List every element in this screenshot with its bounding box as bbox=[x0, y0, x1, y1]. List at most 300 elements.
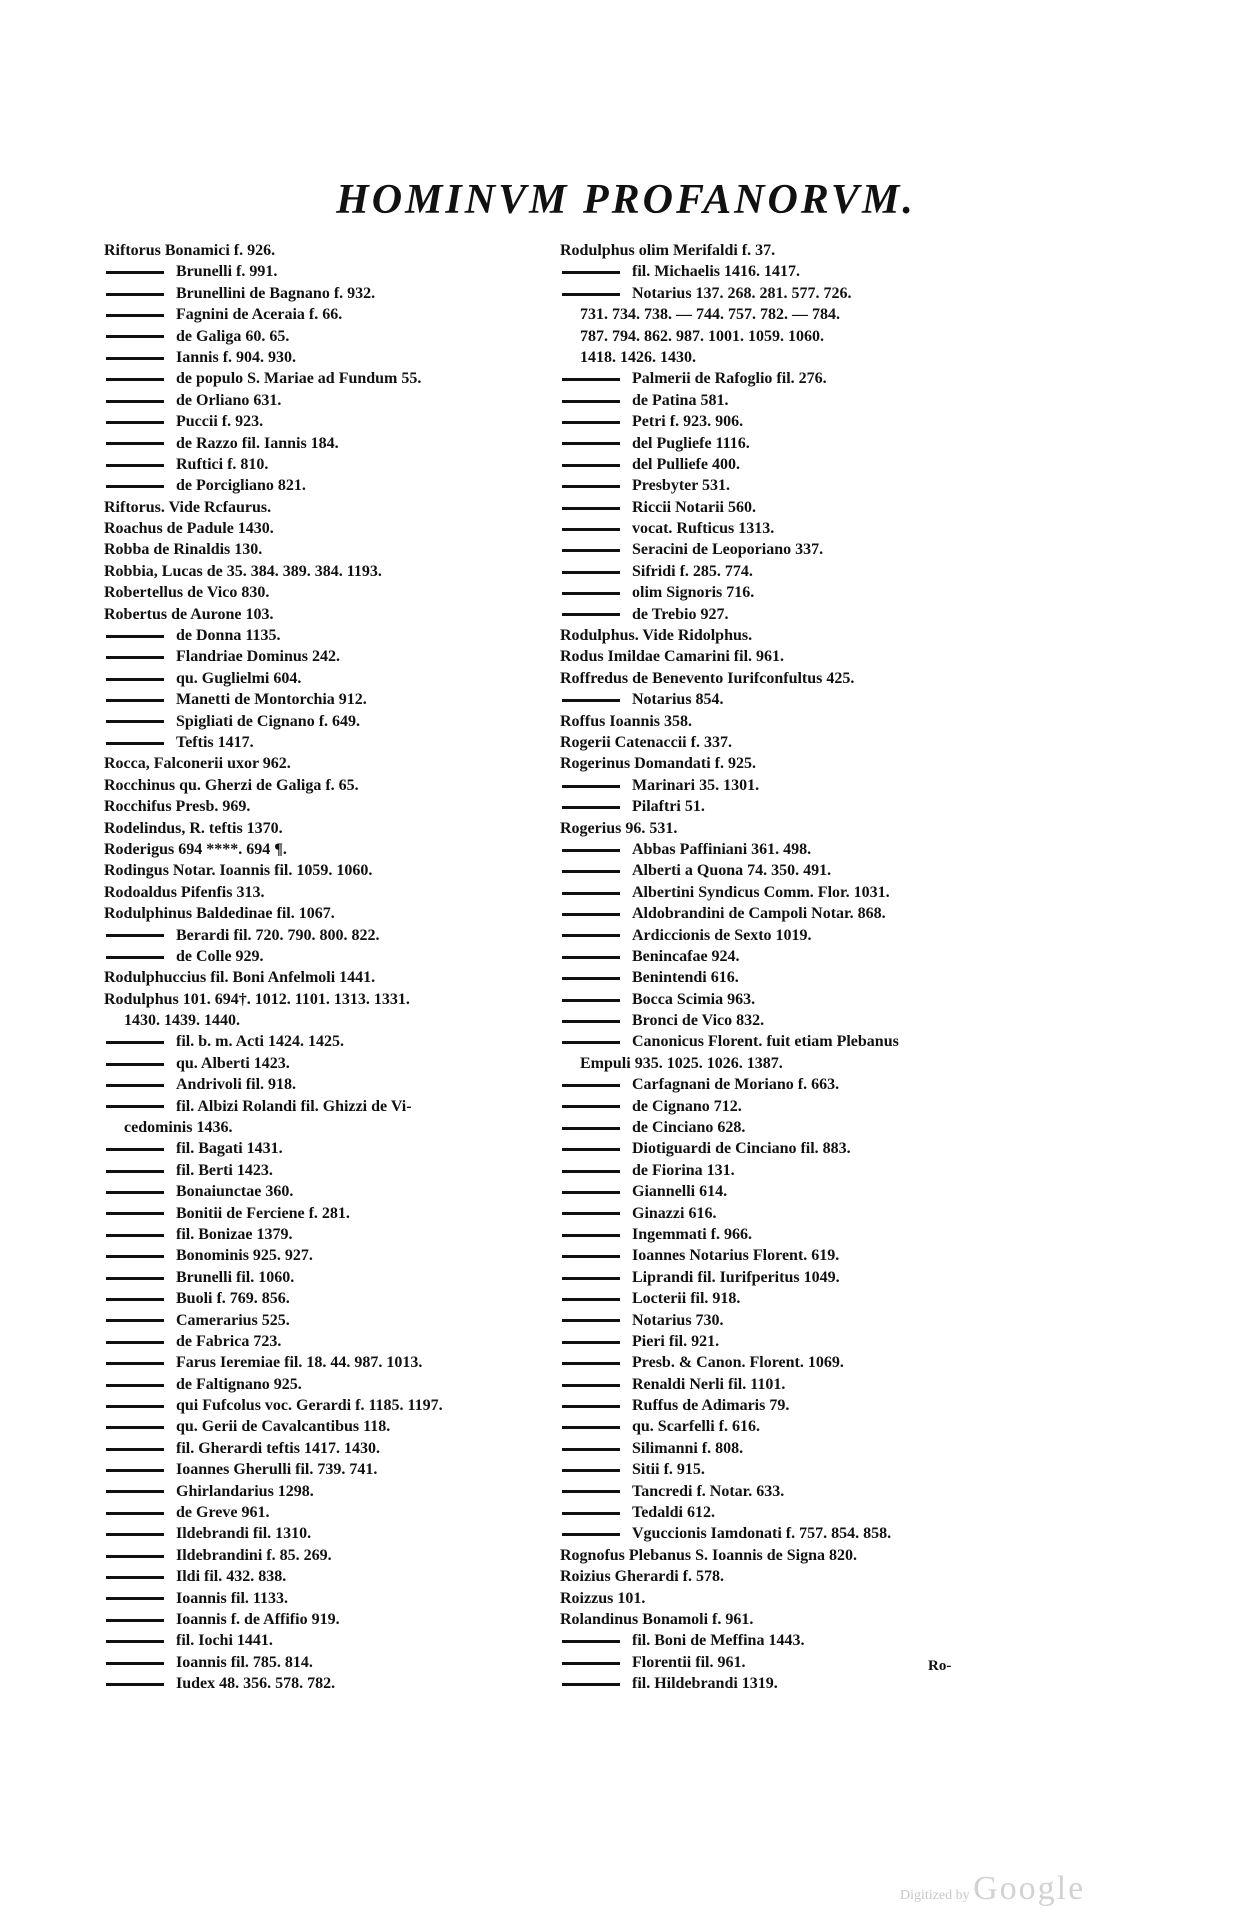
entry-text: qui Fufcolus voc. Gerardi f. 1185. 1197. bbox=[176, 1397, 443, 1415]
index-subentry bbox=[560, 775, 1000, 796]
entry-text: Teftis 1417. bbox=[176, 733, 254, 751]
entry-text: de Galiga 60. 65. bbox=[176, 327, 290, 345]
ditto-dash bbox=[562, 977, 620, 980]
ditto-dash bbox=[106, 1148, 164, 1151]
ditto-dash bbox=[106, 678, 164, 681]
entry-text: Marinari 35. 1301. bbox=[632, 776, 760, 794]
watermark-brand: Google bbox=[973, 1870, 1086, 1907]
ditto-dash bbox=[562, 1234, 620, 1237]
index-subentry bbox=[560, 475, 1000, 496]
index-entry bbox=[560, 1588, 1000, 1609]
entry-text: Rodulphus. Vide Ridolphus. bbox=[560, 627, 753, 645]
index-entry bbox=[104, 989, 556, 1010]
entry-text: Ildebrandi fil. 1310. bbox=[176, 1525, 312, 1543]
index-entry bbox=[560, 711, 1000, 732]
ditto-dash bbox=[562, 442, 620, 445]
entry-text: Riftorus. Vide Rcfaurus. bbox=[104, 498, 272, 516]
entry-text: Rogerii Catenaccii f. 337. bbox=[560, 733, 732, 751]
index-subentry bbox=[560, 1438, 1000, 1459]
entry-text: Flandriae Dominus 242. bbox=[176, 648, 341, 666]
index-entry bbox=[104, 582, 556, 603]
index-subentry bbox=[560, 1267, 1000, 1288]
ditto-dash bbox=[106, 956, 164, 959]
index-entry bbox=[560, 240, 1000, 261]
ditto-dash bbox=[106, 1191, 164, 1194]
ditto-dash bbox=[562, 1298, 620, 1301]
entry-text: Roffredus de Benevento Iurifconfultus 425. bbox=[560, 669, 855, 687]
index-subentry bbox=[560, 1331, 1000, 1352]
ditto-dash bbox=[106, 1683, 164, 1686]
entry-text: fil. Berti 1423. bbox=[176, 1161, 273, 1179]
index-subentry bbox=[560, 604, 1000, 625]
index-subentry bbox=[560, 1160, 1000, 1181]
entry-text: Ildi fil. 432. 838. bbox=[176, 1568, 287, 1586]
index-subentry bbox=[560, 1224, 1000, 1245]
ditto-dash bbox=[106, 1576, 164, 1579]
index-subentry bbox=[104, 1031, 556, 1052]
entry-text: Carfagnani de Moriano f. 663. bbox=[632, 1076, 840, 1094]
entry-text: Roizius Gherardi f. 578. bbox=[560, 1568, 724, 1586]
entry-text: Bronci de Vico 832. bbox=[632, 1012, 765, 1030]
index-subentry bbox=[560, 1459, 1000, 1480]
ditto-dash bbox=[106, 357, 164, 360]
index-subentry bbox=[104, 1566, 556, 1587]
ditto-dash bbox=[562, 956, 620, 959]
ditto-dash bbox=[562, 934, 620, 937]
index-entry bbox=[104, 882, 556, 903]
ditto-dash bbox=[106, 934, 164, 937]
index-subentry bbox=[560, 1117, 1000, 1138]
index-subentry bbox=[104, 1096, 556, 1117]
entry-text: Ioannis fil. 1133. bbox=[176, 1589, 289, 1607]
entry-text: Riftorus Bonamici f. 926. bbox=[104, 242, 276, 259]
entry-text: fil. Iochi 1441. bbox=[176, 1632, 273, 1650]
entry-text: Berardi fil. 720. 790. 800. 822. bbox=[176, 926, 380, 944]
entry-text: de Trebio 927. bbox=[632, 605, 729, 623]
index-continuation bbox=[104, 1117, 556, 1138]
entry-text: qu. Guglielmi 604. bbox=[176, 669, 302, 687]
index-entry bbox=[104, 539, 556, 560]
ditto-dash bbox=[562, 592, 620, 595]
index-subentry bbox=[104, 261, 556, 282]
entry-text: Abbas Paffiniani 361. 498. bbox=[632, 840, 812, 858]
entry-text: Petri f. 923. 906. bbox=[632, 413, 744, 431]
index-subentry bbox=[104, 454, 556, 475]
index-subentry bbox=[104, 1609, 556, 1630]
ditto-dash bbox=[562, 1683, 620, 1686]
index-subentry bbox=[560, 1416, 1000, 1437]
index-subentry bbox=[104, 283, 556, 304]
ditto-dash bbox=[106, 1212, 164, 1215]
entry-text: de populo S. Mariae ad Fundum 55. bbox=[176, 370, 422, 388]
entry-text: Rodulphinus Baldedinae fil. 1067. bbox=[104, 905, 335, 923]
index-subentry bbox=[104, 1074, 556, 1095]
index-subentry bbox=[104, 1160, 556, 1181]
ditto-dash bbox=[106, 485, 164, 488]
index-subentry bbox=[104, 925, 556, 946]
index-subentry bbox=[560, 1352, 1000, 1373]
index-subentry bbox=[104, 411, 556, 432]
entry-text: cedominis 1436. bbox=[124, 1119, 233, 1137]
index-subentry bbox=[104, 1245, 556, 1266]
index-subentry bbox=[104, 475, 556, 496]
index-entry bbox=[104, 497, 556, 518]
ditto-dash bbox=[106, 400, 164, 403]
ditto-dash bbox=[562, 999, 620, 1002]
entry-text: Roffus Ioannis 358. bbox=[560, 712, 693, 730]
index-subentry bbox=[560, 1096, 1000, 1117]
index-subentry bbox=[104, 304, 556, 325]
index-subentry bbox=[104, 1331, 556, 1352]
entry-text: Pieri fil. 921. bbox=[632, 1332, 720, 1350]
index-subentry bbox=[560, 689, 1000, 710]
ditto-dash bbox=[106, 1533, 164, 1536]
ditto-dash bbox=[562, 464, 620, 467]
entry-text: de Fabrica 723. bbox=[176, 1332, 282, 1350]
index-entry bbox=[560, 1566, 1000, 1587]
entry-text: Puccii f. 923. bbox=[176, 413, 264, 431]
index-subentry bbox=[560, 454, 1000, 475]
entry-text: fil. Bonizae 1379. bbox=[176, 1225, 293, 1243]
index-subentry bbox=[104, 646, 556, 667]
entry-text: Bocca Scimia 963. bbox=[632, 990, 756, 1008]
entry-text: Camerarius 525. bbox=[176, 1311, 290, 1329]
index-subentry bbox=[104, 1630, 556, 1651]
index-entry bbox=[560, 732, 1000, 753]
entry-text: Rodingus Notar. Ioannis fil. 1059. 1060. bbox=[104, 862, 373, 880]
entry-text: olim Signoris 716. bbox=[632, 584, 755, 602]
entry-text: 1430. 1439. 1440. bbox=[124, 1012, 240, 1030]
ditto-dash bbox=[562, 1469, 620, 1472]
entry-text: 731. 734. 738. — 744. 757. 782. — 784. bbox=[580, 306, 840, 324]
index-entry bbox=[560, 1545, 1000, 1566]
index-subentry bbox=[560, 882, 1000, 903]
ditto-dash bbox=[562, 378, 620, 381]
ditto-dash bbox=[106, 378, 164, 381]
ditto-dash bbox=[106, 1640, 164, 1643]
index-subentry bbox=[560, 1673, 1000, 1694]
entry-text: Diotiguardi de Cinciano fil. 883. bbox=[632, 1140, 851, 1158]
index-subentry bbox=[560, 539, 1000, 560]
index-subentry bbox=[104, 1203, 556, 1224]
index-subentry bbox=[560, 283, 1000, 304]
ditto-dash bbox=[562, 1041, 620, 1044]
ditto-dash bbox=[562, 1405, 620, 1408]
entry-text: Ioannes Gherulli fil. 739. 741. bbox=[176, 1461, 378, 1479]
ditto-dash bbox=[106, 1448, 164, 1451]
index-subentry bbox=[104, 1352, 556, 1373]
entry-text: fil. b. m. Acti 1424. 1425. bbox=[176, 1033, 344, 1051]
entry-text: Empuli 935. 1025. 1026. 1387. bbox=[580, 1054, 783, 1072]
ditto-dash bbox=[562, 1426, 620, 1429]
entry-text: Palmerii de Rafoglio fil. 276. bbox=[632, 370, 827, 388]
ditto-dash bbox=[562, 699, 620, 702]
entry-text: Roachus de Padule 1430. bbox=[104, 520, 274, 538]
index-subentry bbox=[560, 518, 1000, 539]
entry-text: fil. Boni de Meffina 1443. bbox=[632, 1632, 805, 1650]
ditto-dash bbox=[106, 1319, 164, 1322]
entry-text: Rodelindus, R. teftis 1370. bbox=[104, 819, 283, 837]
entry-text: Albertini Syndicus Comm. Flor. 1031. bbox=[632, 883, 890, 901]
index-entry bbox=[104, 860, 556, 881]
index-subentry bbox=[104, 1502, 556, 1523]
entry-text: Iannis f. 904. 930. bbox=[176, 348, 297, 366]
entry-text: Andrivoli fil. 918. bbox=[176, 1076, 297, 1094]
index-entry bbox=[104, 818, 556, 839]
catchword: Ro- bbox=[928, 1658, 952, 1674]
entry-text: fil. Gherardi teftis 1417. 1430. bbox=[176, 1439, 380, 1457]
entry-text: fil. Bagati 1431. bbox=[176, 1140, 283, 1158]
index-subentry bbox=[104, 433, 556, 454]
ditto-dash bbox=[106, 1469, 164, 1472]
index-subentry bbox=[560, 1630, 1000, 1651]
index-subentry bbox=[560, 1138, 1000, 1159]
entry-text: Pilaftri 51. bbox=[632, 798, 705, 816]
entry-text: Robbia, Lucas de 35. 384. 389. 384. 1193. bbox=[104, 562, 382, 580]
ditto-dash bbox=[106, 293, 164, 296]
entry-text: fil. Michaelis 1416. 1417. bbox=[632, 263, 800, 281]
ditto-dash bbox=[106, 699, 164, 702]
index-subentry bbox=[104, 1523, 556, 1544]
entry-text: Liprandi fil. Iurifperitus 1049. bbox=[632, 1268, 840, 1286]
entry-text: Presb. & Canon. Florent. 1069. bbox=[632, 1354, 844, 1372]
index-subentry bbox=[104, 1288, 556, 1309]
index-subentry bbox=[560, 1031, 1000, 1052]
index-subentry bbox=[104, 1310, 556, 1331]
index-entry bbox=[104, 967, 556, 988]
index-subentry bbox=[104, 668, 556, 689]
ditto-dash bbox=[106, 1512, 164, 1515]
entry-text: Rodulphuccius fil. Boni Anfelmoli 1441. bbox=[104, 969, 376, 987]
entry-text: Brunelli f. 991. bbox=[176, 263, 278, 281]
index-subentry bbox=[560, 1481, 1000, 1502]
ditto-dash bbox=[562, 870, 620, 873]
entry-text: Manetti de Montorchia 912. bbox=[176, 691, 367, 709]
ditto-dash bbox=[106, 1426, 164, 1429]
entry-text: Fagnini de Aceraia f. 66. bbox=[176, 306, 343, 324]
ditto-dash bbox=[562, 1662, 620, 1665]
entry-text: Notarius 730. bbox=[632, 1311, 724, 1329]
ditto-dash bbox=[562, 1255, 620, 1258]
index-subentry bbox=[560, 903, 1000, 924]
entry-text: Alberti a Quona 74. 350. 491. bbox=[632, 862, 832, 880]
entry-text: Ruffus de Adimaris 79. bbox=[632, 1397, 790, 1415]
ditto-dash bbox=[562, 1362, 620, 1365]
ditto-dash bbox=[106, 1362, 164, 1365]
entry-text: Aldobrandini de Campoli Notar. 868. bbox=[632, 905, 886, 923]
entry-text: Bonaiunctae 360. bbox=[176, 1183, 294, 1201]
index-subentry bbox=[104, 689, 556, 710]
ditto-dash bbox=[106, 1384, 164, 1387]
index-subentry bbox=[560, 497, 1000, 518]
index-subentry bbox=[560, 1245, 1000, 1266]
ditto-dash bbox=[562, 1512, 620, 1515]
entry-text: Iudex 48. 356. 578. 782. bbox=[176, 1675, 336, 1693]
entry-text: qu. Alberti 1423. bbox=[176, 1054, 290, 1072]
ditto-dash bbox=[562, 1640, 620, 1643]
index-entry bbox=[560, 753, 1000, 774]
entry-text: qu. Scarfelli f. 616. bbox=[632, 1418, 760, 1436]
entry-text: de Fiorina 131. bbox=[632, 1161, 735, 1179]
entry-text: Benincafae 924. bbox=[632, 947, 740, 965]
entry-text: Bonominis 925. 927. bbox=[176, 1247, 313, 1265]
entry-text: Rocca, Falconerii uxor 962. bbox=[104, 755, 291, 773]
ditto-dash bbox=[106, 271, 164, 274]
index-subentry bbox=[104, 1053, 556, 1074]
ditto-dash bbox=[106, 1170, 164, 1173]
index-subentry bbox=[560, 1502, 1000, 1523]
entry-text: Locterii fil. 918. bbox=[632, 1290, 741, 1308]
ditto-dash bbox=[106, 742, 164, 745]
entry-text: Farus Ieremiae fil. 18. 44. 987. 1013. bbox=[176, 1354, 423, 1372]
ditto-dash bbox=[562, 892, 620, 895]
entry-text: Roderigus 694 ****. 694 ¶. bbox=[104, 840, 287, 858]
entry-text: del Pugliefe 1116. bbox=[632, 434, 750, 452]
ditto-dash bbox=[562, 1191, 620, 1194]
ditto-dash bbox=[106, 421, 164, 424]
entry-text: de Donna 1135. bbox=[176, 627, 281, 645]
entry-text: Rocchinus qu. Gherzi de Galiga f. 65. bbox=[104, 776, 359, 794]
entry-text: Tancredi f. Notar. 633. bbox=[632, 1482, 785, 1500]
index-subentry bbox=[560, 261, 1000, 282]
ditto-dash bbox=[562, 400, 620, 403]
ditto-dash bbox=[562, 549, 620, 552]
index-subentry bbox=[104, 1395, 556, 1416]
index-entry bbox=[104, 775, 556, 796]
index-continuation bbox=[560, 304, 1000, 325]
index-subentry bbox=[104, 711, 556, 732]
entry-text: Robertellus de Vico 830. bbox=[104, 584, 270, 602]
entry-text: Rognofus Plebanus S. Ioannis de Signa 820. bbox=[560, 1546, 857, 1564]
index-subentry bbox=[104, 1481, 556, 1502]
ditto-dash bbox=[106, 314, 164, 317]
index-subentry bbox=[104, 1438, 556, 1459]
entry-text: Robertus de Aurone 103. bbox=[104, 605, 274, 623]
ditto-dash bbox=[562, 1105, 620, 1108]
entry-text: de Cinciano 628. bbox=[632, 1119, 746, 1137]
ditto-dash bbox=[562, 1490, 620, 1493]
ditto-dash bbox=[562, 913, 620, 916]
entry-text: de Colle 929. bbox=[176, 947, 264, 965]
ditto-dash bbox=[106, 1084, 164, 1087]
ditto-dash bbox=[106, 720, 164, 723]
ditto-dash bbox=[562, 1341, 620, 1344]
index-entry bbox=[104, 796, 556, 817]
index-subentry bbox=[560, 1010, 1000, 1031]
ditto-dash bbox=[562, 1384, 620, 1387]
ditto-dash bbox=[562, 1020, 620, 1023]
ditto-dash bbox=[106, 442, 164, 445]
index-entry bbox=[560, 625, 1000, 646]
entry-text: 787. 794. 862. 987. 1001. 1059. 1060. bbox=[580, 327, 824, 345]
ditto-dash bbox=[562, 485, 620, 488]
index-subentry bbox=[560, 796, 1000, 817]
ditto-dash bbox=[562, 1084, 620, 1087]
index-subentry bbox=[104, 1181, 556, 1202]
ditto-dash bbox=[106, 1597, 164, 1600]
index-subentry bbox=[560, 411, 1000, 432]
entry-text: Giannelli 614. bbox=[632, 1183, 728, 1201]
index-entry bbox=[104, 604, 556, 625]
ditto-dash bbox=[106, 1662, 164, 1665]
entry-text: Spigliati de Cignano f. 649. bbox=[176, 712, 361, 730]
entry-text: Rolandinus Bonamoli f. 961. bbox=[560, 1611, 754, 1628]
ditto-dash bbox=[562, 571, 620, 574]
entry-text: de Greve 961. bbox=[176, 1504, 270, 1522]
index-subentry bbox=[560, 946, 1000, 967]
ditto-dash bbox=[106, 635, 164, 638]
entry-text: Ioannis f. de Affifio 919. bbox=[176, 1611, 340, 1628]
index-subentry bbox=[104, 390, 556, 411]
index-subentry bbox=[560, 860, 1000, 881]
index-subentry bbox=[560, 925, 1000, 946]
entry-text: Silimanni f. 808. bbox=[632, 1439, 744, 1457]
entry-text: Rodulphus olim Merifaldi f. 37. bbox=[560, 242, 776, 259]
ditto-dash bbox=[106, 1234, 164, 1237]
index-subentry bbox=[560, 390, 1000, 411]
entry-text: Notarius 854. bbox=[632, 691, 724, 709]
ditto-dash bbox=[106, 1405, 164, 1408]
entry-text: Roizzus 101. bbox=[560, 1589, 646, 1607]
index-subentry bbox=[560, 1523, 1000, 1544]
ditto-dash bbox=[106, 335, 164, 338]
index-entry bbox=[560, 668, 1000, 689]
ditto-dash bbox=[106, 1105, 164, 1108]
index-subentry bbox=[560, 967, 1000, 988]
index-subentry bbox=[560, 1181, 1000, 1202]
ditto-dash bbox=[562, 421, 620, 424]
page-title: HOMINVM PROFANORVM. bbox=[336, 177, 916, 223]
entry-text: Rocchifus Presb. 969. bbox=[104, 798, 251, 816]
index-entry bbox=[104, 561, 556, 582]
ditto-dash bbox=[106, 1255, 164, 1258]
ditto-dash bbox=[562, 293, 620, 296]
entry-text: fil. Albizi Rolandi fil. Ghizzi de Vi- bbox=[176, 1097, 412, 1115]
entry-text: Ioannis fil. 785. 814. bbox=[176, 1653, 313, 1671]
index-subentry bbox=[560, 989, 1000, 1010]
index-subentry bbox=[560, 1288, 1000, 1309]
ditto-dash bbox=[106, 1277, 164, 1280]
index-subentry bbox=[104, 1652, 556, 1673]
ditto-dash bbox=[106, 1490, 164, 1493]
ditto-dash bbox=[562, 271, 620, 274]
index-entry bbox=[560, 1609, 1000, 1630]
watermark-prefix: Digitized by bbox=[900, 1888, 970, 1903]
entry-text: qu. Gerii de Cavalcantibus 118. bbox=[176, 1418, 391, 1436]
index-continuation bbox=[104, 1010, 556, 1031]
index-entry bbox=[560, 818, 1000, 839]
entry-text: Ioannes Notarius Florent. 619. bbox=[632, 1247, 840, 1265]
index-entry bbox=[104, 753, 556, 774]
index-subentry bbox=[560, 1310, 1000, 1331]
entry-text: Ginazzi 616. bbox=[632, 1204, 717, 1222]
entry-text: Sifridi f. 285. 774. bbox=[632, 562, 753, 580]
index-subentry bbox=[104, 732, 556, 753]
ditto-dash bbox=[106, 656, 164, 659]
ditto-dash bbox=[562, 849, 620, 852]
ditto-dash bbox=[562, 1319, 620, 1322]
index-subentry bbox=[104, 1374, 556, 1395]
entry-text: Buoli f. 769. 856. bbox=[176, 1290, 290, 1308]
index-subentry bbox=[104, 1588, 556, 1609]
entry-text: Ildebrandini f. 85. 269. bbox=[176, 1546, 332, 1564]
entry-text: vocat. Rufticus 1313. bbox=[632, 520, 775, 538]
ditto-dash bbox=[106, 1041, 164, 1044]
entry-text: Tedaldi 612. bbox=[632, 1504, 715, 1522]
index-entry bbox=[104, 903, 556, 924]
index-subentry bbox=[104, 347, 556, 368]
index-entry bbox=[104, 839, 556, 860]
